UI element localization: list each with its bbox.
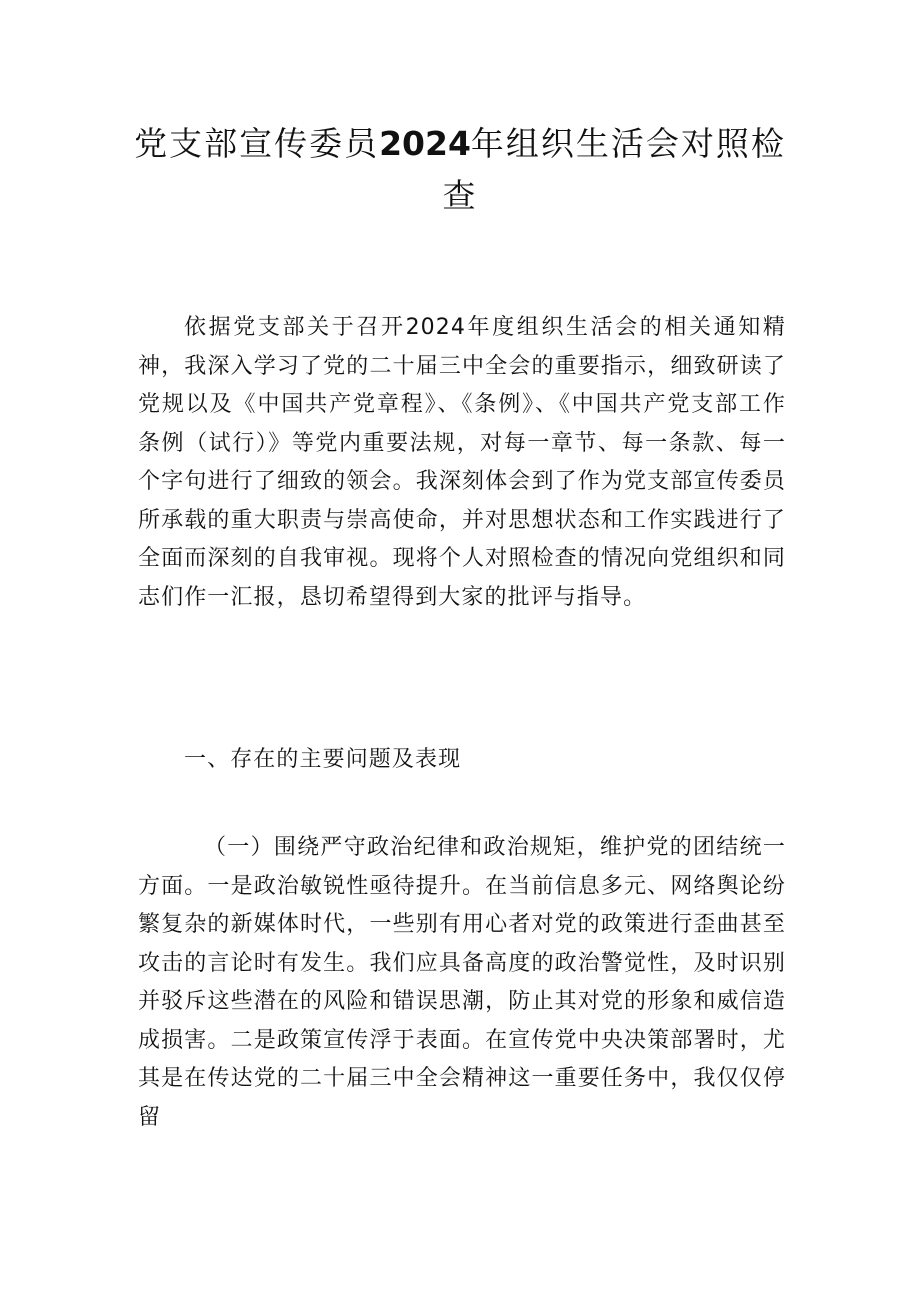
title-prefix: 党支部宣传委员 [134, 124, 380, 163]
title-suffix: 年组织生活会对照检 [470, 124, 786, 163]
section-heading: 一、存在的主要问题及表现 [184, 747, 462, 772]
title-year: 2024 [379, 124, 471, 163]
title-line-1 [0, 118, 920, 170]
title-line-2: 查 [442, 176, 478, 215]
intro-paragraph: 依据党支部关于召开2024年度组织生活会的相关通知精神，我深入学习了党的二十届三中全会的重要指示，细致研读了党规以及《中国共产党章程》、《条例》、《中国共产党支部工作条例（试行）》等党内重要法规，对每一章节、每一条款、每一个字句进行了细致的领会。我深刻体会到了作为党支部宣传委员所承载的重大职责与崇高使命，并对思想状态和工作实践进行了全面而深刻的自我审视。现将个人对照检查的情况向党组织和同志们作一汇报，恳切希望得到大家的批评与指导。 [138, 315, 786, 610]
document-title [0, 118, 920, 222]
section-paragraph: （一）围绕严守政治纪律和政治规矩，维护党的团结统一方面。一是政治敏锐性亟待提升。在当前信息多元、网络舆论纷繁复杂的新媒体时代，一些别有用心者对党的政策进行歪曲甚至攻击的言论时有发生。我们应具备高度的政治警觉性，及时识别并驳斥这些潜在的风险和错误思潮，防止其对党的形象和威信造成损害。二是政策宣传浮于表面。在宣传党中央决策部署时，尤其是在传达党的二十届三中全会精神这一重要任务中，我仅仅停留 [138, 835, 786, 1130]
